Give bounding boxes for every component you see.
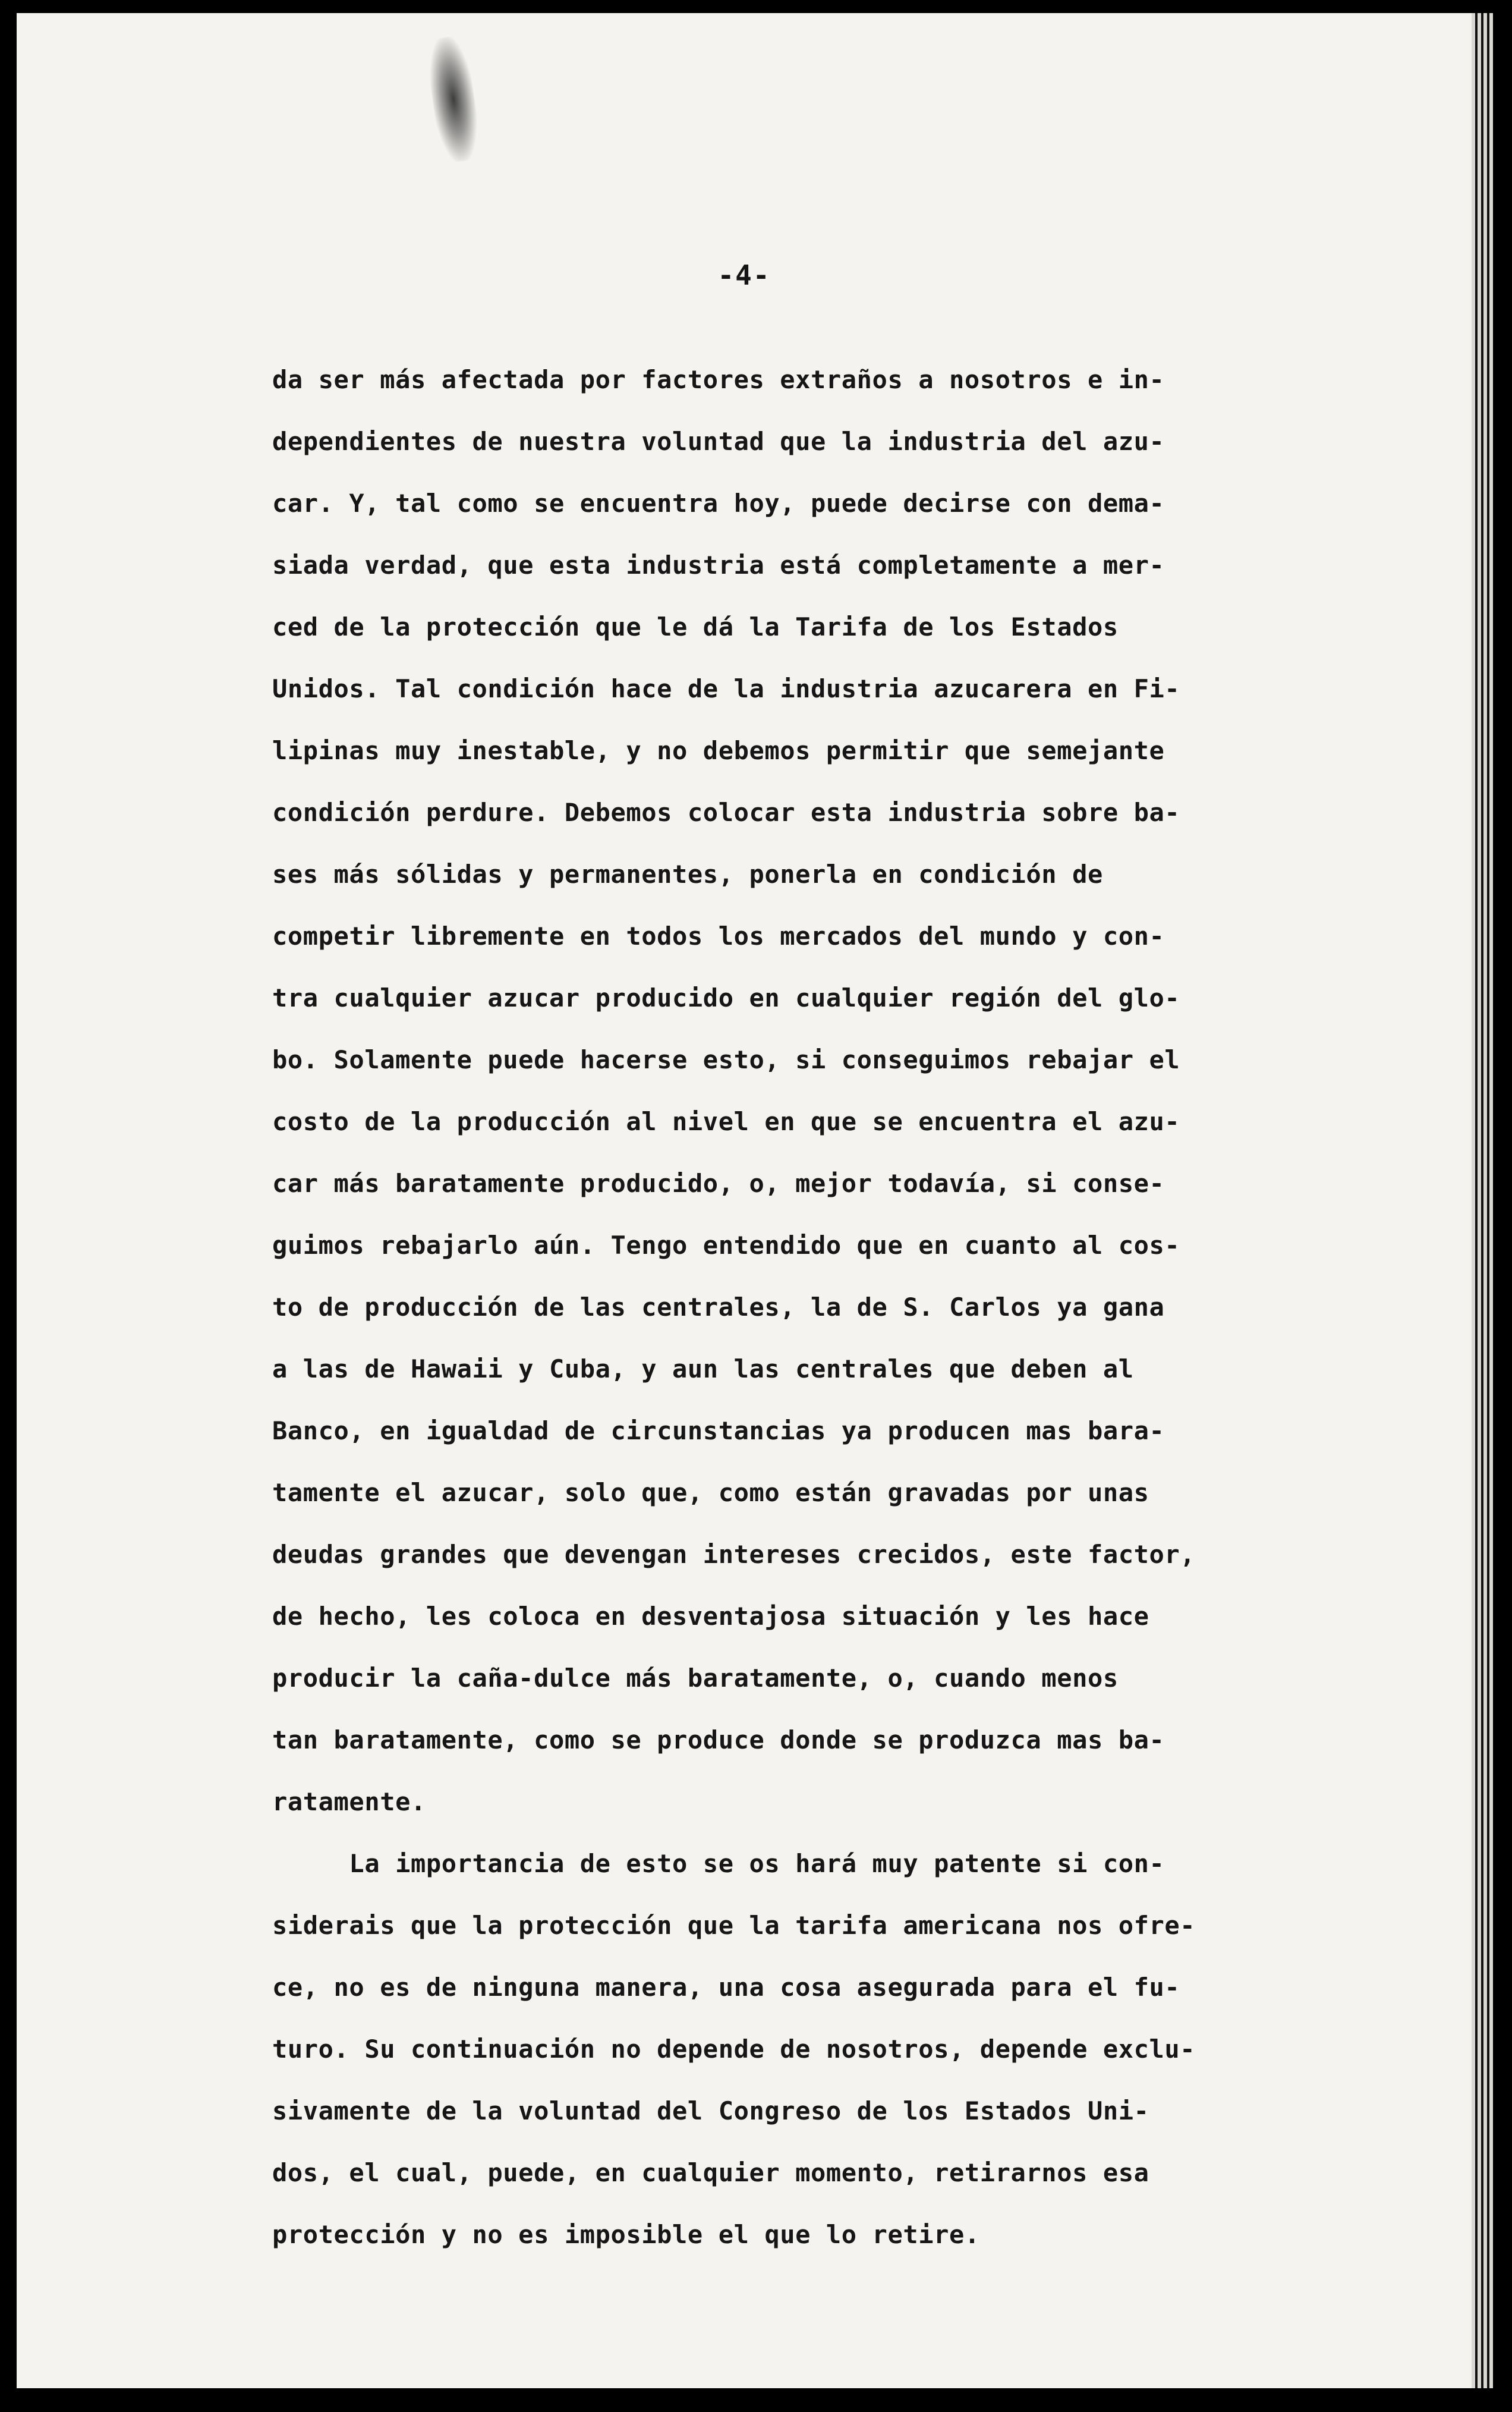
page-number: -4- xyxy=(717,259,771,291)
page-edge xyxy=(1472,13,1493,2388)
text-line: ced de la protección que le dá la Tarifa de los Estados xyxy=(272,612,1119,641)
text-line: tra cualquier azucar producido en cualquier región del glo- xyxy=(272,983,1180,1012)
text-line: Unidos. Tal condición hace de la industria azucarera en Fi- xyxy=(272,674,1180,703)
text-line: lipinas muy inestable, y no debemos permitir que semejante xyxy=(272,736,1165,765)
text-line: a las de Hawaii y Cuba, y aun las centrales que deben al xyxy=(272,1354,1134,1383)
text-line: guimos rebajarlo aún. Tengo entendido que en cuanto al cos- xyxy=(272,1231,1180,1260)
text-line: Banco, en igualdad de circunstancias ya producen mas bara- xyxy=(272,1416,1165,1445)
text-line: costo de la producción al nivel en que se encuentra el azu- xyxy=(272,1107,1180,1136)
text-line: bo. Solamente puede hacerse esto, si conseguimos rebajar el xyxy=(272,1045,1180,1074)
ink-smudge xyxy=(424,34,483,164)
text-line: ses más sólidas y permanentes, ponerla en condición de xyxy=(272,860,1103,889)
text-line: da ser más afectada por factores extraños a nosotros e in- xyxy=(272,365,1165,394)
text-line: condición perdure. Debemos colocar esta industria sobre ba- xyxy=(272,798,1180,827)
text-line: protección y no es imposible el que lo retire. xyxy=(272,2220,980,2249)
text-line: deudas grandes que devengan intereses crecidos, este factor, xyxy=(272,1540,1196,1569)
text-line: La importancia de esto se os hará muy patente si con- xyxy=(272,1849,1165,1878)
text-line: dos, el cual, puede, en cualquier momento, retirarnos esa xyxy=(272,2158,1149,2187)
paragraph xyxy=(272,1833,1366,2266)
text-line: competir libremente en todos los mercados del mundo y con- xyxy=(272,922,1165,951)
paragraph xyxy=(272,349,1366,1833)
text-line: sivamente de la voluntad del Congreso de los Estados Uni- xyxy=(272,2096,1149,2125)
text-line: tan baratamente, como se produce donde se produzca mas ba- xyxy=(272,1725,1165,1754)
text-line: siderais que la protección que la tarifa americana nos ofre- xyxy=(272,1911,1196,1940)
body-text xyxy=(272,349,1366,2266)
text-line: to de producción de las centrales, la de S. Carlos ya gana xyxy=(272,1293,1165,1322)
text-line: ratamente. xyxy=(272,1787,426,1816)
text-line: turo. Su continuación no depende de nosotros, depende exclu- xyxy=(272,2034,1196,2064)
text-line: ce, no es de ninguna manera, una cosa asegurada para el fu- xyxy=(272,1973,1180,2002)
text-line: car más baratamente producido, o, mejor todavía, si conse- xyxy=(272,1169,1165,1198)
text-line: dependientes de nuestra voluntad que la industria del azu- xyxy=(272,427,1165,456)
document-page xyxy=(17,13,1472,2388)
text-line: siada verdad, que esta industria está completamente a mer- xyxy=(272,551,1165,580)
text-line: tamente el azucar, solo que, como están gravadas por unas xyxy=(272,1478,1149,1507)
text-line: de hecho, les coloca en desventajosa situación y les hace xyxy=(272,1602,1149,1631)
text-line: car. Y, tal como se encuentra hoy, puede decirse con dema- xyxy=(272,489,1165,518)
text-line: producir la caña-dulce más baratamente, o, cuando menos xyxy=(272,1663,1119,1693)
